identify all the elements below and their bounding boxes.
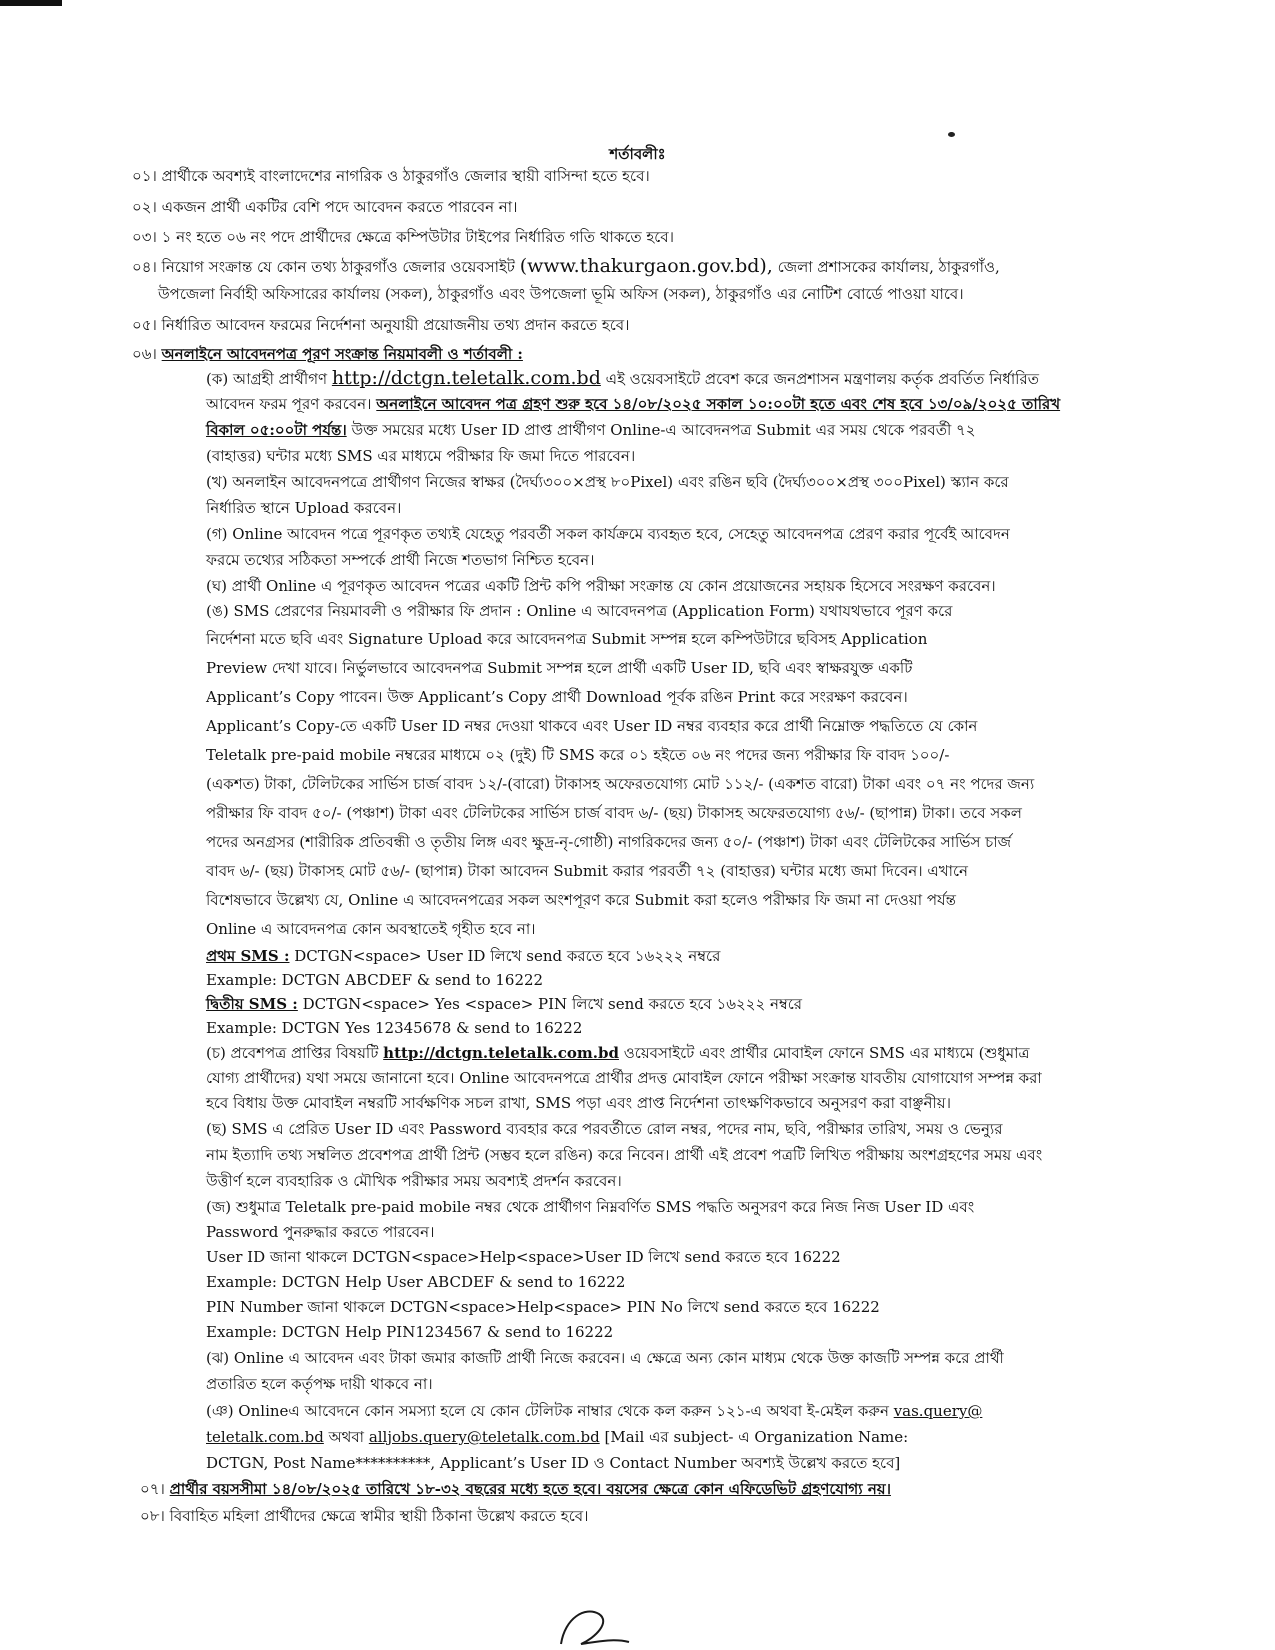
application-period: অনলাইনে আবেদন পত্র গ্রহণ শুরু হবে ১৪/০৮/২০২৫ সকাল ১০:০০টা হতে এবং শেষ হবে ১৩/০৯/২০২৫ তারিখ [376,395,1061,413]
support-email-link-2[interactable]: alljobs.query@teletalk.com.bd [368,1428,600,1446]
rule-nya-line1: (ঞ) Onlineএ আবেদনে কোন সমস্যা হলে যে কোন টেলিটক নাম্বার থেকে কল করুন ১২১-এ অথবা ই-মেইল করুন vas.query@ [206,1402,983,1420]
condition-04-line2: উপজেলা নির্বাহী অফিসারের কার্যালয় (সকল), ঠাকুরগাঁও এবং উপজেলা ভূমি অফিস (সকল), ঠাকুরগাঁও এর নোটিশ বোর্ডে পাওয়া যাবে। [158,285,964,303]
sms-first-instruction: প্রথম SMS : DCTGN<space> User ID লিখে send করতে হবে ১৬২২২ নম্বরে [206,947,721,965]
rule-ja-help-userid: User ID জানা থাকলে DCTGN<space>Help<space>User ID লিখে send করতে হবে 16222 [206,1248,841,1266]
rule-chha-line2: নাম ইত্যাদি তথ্য সম্বলিত প্রবেশপত্র প্রার্থী প্রিন্ট (সম্ভব হলে রঙিন) করে নিবেন। প্রার্থী এই প্রবেশ পত্রটি লিখিত পরীক্ষায় অংশগ্রহণের সময় এবং [206,1146,1043,1164]
rule-cha-line1: (চ) প্রবেশপত্র প্রাপ্তির বিষয়টি http://dctgn.teletalk.com.bd ওয়েবসাইটে এবং প্রার্থীর মোবাইল ফোনে SMS এর মাধ্যমে (শুধুমাত্র [206,1044,1030,1062]
rule-ka-line4: (বাহাত্তর) ঘন্টার মধ্যে SMS এর মাধ্যমে পরীক্ষার ফি জমা দিতে পারবেন। [206,447,636,465]
rule-ga-line2: ফরমে তথ্যের সঠিকতা সম্পর্কে প্রার্থী নিজে শতভাগ নিশ্চিত হবেন। [206,551,595,569]
rule-kha-line2: নির্ধারিত স্থানে Upload করবেন। [206,499,402,517]
rule-umo-line8: পরীক্ষার ফি বাবদ ৫০/- (পঞ্চাশ) টাকা এবং টেলিটকের সার্ভিস চার্জ বাবদ ৬/- (ছয়) টাকাসহ অফেরতযোগ্য ৫৬/- (ছাপান্ন) টাকা। তবে সকল [206,804,1022,822]
rule-cha-line3: হবে বিধায় উক্ত মোবাইল নম্বরটি সার্বক্ষণিক সচল রাখা, SMS পড়া এবং প্রাপ্ত নির্দেশনা তাৎক্ষণিকভাবে অনুসরণ করা বাঞ্ছনীয়। [206,1094,951,1112]
sms-second-instruction: দ্বিতীয় SMS : DCTGN<space> Yes <space> PIN লিখে send করতে হবে ১৬২২২ নম্বরে [206,995,803,1013]
rule-ja-line2: Password পুনরুদ্ধার করতে পারবেন। [206,1223,435,1241]
rule-ka-line2: আবেদন ফরম পূরণ করবেন। অনলাইনে আবেদন পত্র গ্রহণ শুরু হবে ১৪/০৮/২০২৫ সকাল ১০:০০টা হতে এবং শেষ হবে ১৩/০৯/২০২৫ তারিখ [206,395,1061,413]
rule-ka-line3: বিকাল ০৫:০০টা পর্যন্ত। উক্ত সময়ের মধ্যে User ID প্রাপ্ত প্রার্থীগণ Online-এ আবেদনপত্র Submit এর সময় থেকে পরবর্তী ৭২ [206,421,976,439]
rule-chha-line1: (ছ) SMS এ প্রেরিত User ID এবং Password ব্যবহার করে পরবর্তীতে রোল নম্বর, পদের নাম, ছবি, পরীক্ষার তারিখ, সময় ও ভেন্যুর [206,1120,1003,1138]
condition-04: ০৪। নিয়োগ সংক্রান্ত যে কোন তথ্য ঠাকুরগাঁও জেলার ওয়েবসাইট (www.thakurgaon.gov.bd), জেলা প্রশাসকের কার্যালয়, ঠাকুরগাঁও, [132,255,1000,277]
page-title: শর্তাবলীঃ [609,145,666,163]
condition-01: ০১। প্রার্থীকে অবশ্যই বাংলাদেশের নাগরিক ও ঠাকুরগাঁও জেলার স্থায়ী বাসিন্দা হতে হবে। [132,167,650,185]
online-rules-heading: অনলাইনে আবেদনপত্র পূরণ সংক্রান্ত নিয়মাবলী ও শর্তাবলী : [161,345,523,363]
rule-umo-line6: Teletalk pre-paid mobile নম্বরের মাধ্যমে ০২ (দুই) টি SMS করে ০১ হইতে ০৬ নং পদের জন্য পরীক্ষার ফি বাবদ ১০০/- [206,746,950,764]
rule-ja-help-pin-example: Example: DCTGN Help PIN1234567 & send to 16222 [206,1323,614,1341]
rule-ja-help-pin: PIN Number জানা থাকলে DCTGN<space>Help<space> PIN No লিখে send করতে হবে 16222 [206,1298,880,1316]
condition-03: ০৩। ১ নং হতে ০৬ নং পদে প্রার্থীদের ক্ষেত্রে কম্পিউটার টাইপের নির্ধারিত গতি থাকতে হবে। [132,228,674,246]
rule-ka-line1: (ক) আগ্রহী প্রার্থীগণ http://dctgn.teletalk.com.bd এই ওয়েবসাইটে প্রবেশ করে জনপ্রশাসন মন্ত্রণালয় কর্তৃক প্রবর্তিত নির্ধারিত [206,367,1039,389]
rule-umo-line3: Preview দেখা যাবে। নির্ভুলভাবে আবেদনপত্র Submit সম্পন্ন হলে প্রার্থী একটি User ID, ছবি এবং স্বাক্ষরযুক্ত একটি [206,659,913,677]
condition-05: ০৫। নির্ধারিত আবেদন ফরমের নির্দেশনা অনুযায়ী প্রয়োজনীয় তথ্য প্রদান করতে হবে। [132,316,630,334]
rule-umo-line7: (একশত) টাকা, টেলিটকের সার্ভিস চার্জ বাবদ ১২/-(বারো) টাকাসহ অফেরতযোগ্য মোট ১১২/- (একশত বারো) টাকা এবং ০৭ নং পদের জন্য [206,775,1035,793]
rule-umo-line11: বিশেষভাবে উল্লেখ্য যে, Online এ আবেদনপত্রের সকল অংশপূরণ করে Submit করা হলেও পরীক্ষার ফি জমা না দেওয়া পর্যন্ত [206,891,957,909]
rule-umo-line9: পদের অনগ্রসর (শারীরিক প্রতিবন্ধী ও তৃতীয় লিঙ্গ এবং ক্ষুদ্র-নৃ-গোষ্ঠী) নাগরিকদের জন্য ৫০/- (পঞ্চাশ) টাকা এবং টেলিটকের সার্ভিস চার্জ [206,833,1011,851]
rule-umo-line2: নির্দেশনা মতে ছবি এবং Signature Upload করে আবেদনপত্র Submit সম্পন্ন হলে কম্পিউটারে ছবিসহ Application [206,630,928,648]
sms-second-example: Example: DCTGN Yes 12345678 & send to 16222 [206,1019,583,1037]
condition-07: ০৭। প্রার্থীর বয়সসীমা ১৪/০৮/২০২৫ তারিখে ১৮-৩২ বছরের মধ্যে হতে হবে। বয়সের ক্ষেত্রে কোন এফিডেভিট গ্রহণযোগ্য নয়। [140,1480,891,1498]
rule-umo-line1: (ঙ) SMS প্রেরণের নিয়মাবলী ও পরীক্ষার ফি প্রদান : Online এ আবেদনপত্র (Application Form) যথাযথভাবে পূরণ করে [206,602,953,620]
scan-edge-mark [0,0,62,6]
handwritten-signature [555,1598,635,1650]
sms-first-example: Example: DCTGN ABCDEF & send to 16222 [206,971,544,989]
rule-gha: (ঘ) প্রার্থী Online এ পূরণকৃত আবেদন পত্রের একটি প্রিন্ট কপি পরীক্ষা সংক্রান্ত যে কোন প্রয়োজনের সহায়ক হিসেবে সংরক্ষণ করবেন। [206,577,996,595]
rule-cha-line2: যোগ্য প্রার্থীদের) যথা সময়ে জানানো হবে। Online আবেদনপত্রে প্রার্থীর প্রদত্ত মোবাইল ফোনে পরীক্ষা সংক্রান্ত যাবতীয় যোগাযোগ সম্পন্ন করা [206,1069,1042,1087]
teletalk-url-link[interactable]: http://dctgn.teletalk.com.bd [331,367,601,389]
rule-umo-line10: বাবদ ৬/- (ছয়) টাকাসহ মোট ৫৬/- (ছাপান্ন) টাকা আবেদন Submit করার পরবর্তী ৭২ (বাহাত্তর) ঘন্টার মধ্যে জমা দিবেন। এখানে [206,862,968,880]
rule-umo-line5: Applicant’s Copy-তে একটি User ID নম্বর দেওয়া থাকবে এবং User ID নম্বর ব্যবহার করে প্রার্থী নিম্নোক্ত পদ্ধতিতে যে কোন [206,717,978,735]
condition-06: ০৬। অনলাইনে আবেদনপত্র পূরণ সংক্রান্ত নিয়মাবলী ও শর্তাবলী : [132,345,523,363]
rule-kha-line1: (খ) অনলাইন আবেদনপত্রে প্রার্থীগণ নিজের স্বাক্ষর (দৈর্ঘ্য৩০০×প্রস্থ ৮০Pixel) এবং রঙিন ছবি (দৈর্ঘ্য৩০০×প্রস্থ ৩০০Pixel) স্ক্যান করে [206,473,1009,491]
condition-02: ০২। একজন প্রার্থী একটির বেশি পদে আবেদন করতে পারবেন না। [132,198,518,216]
condition-08: ০৮। বিবাহিত মহিলা প্রার্থীদের ক্ষেত্রে স্বামীর স্থায়ী ঠিকানা উল্লেখ করতে হবে। [140,1507,589,1525]
rule-nya-line2: teletalk.com.bd অথবা alljobs.query@teletalk.com.bd [Mail এর subject- এ Organization Name: [206,1428,909,1446]
teletalk-url-link-2[interactable]: http://dctgn.teletalk.com.bd [383,1044,619,1062]
rule-jha-line2: প্রতারিত হলে কর্তৃপক্ষ দায়ী থাকবে না। [206,1375,433,1393]
rule-umo-line4: Applicant’s Copy পাবেন। উক্ত Applicant’s Copy প্রার্থী Download পূর্বক রঙিন Print করে সংরক্ষণ করবেন। [206,688,908,706]
support-email-link-1b[interactable]: teletalk.com.bd [206,1428,324,1446]
rule-ga-line1: (গ) Online আবেদন পত্রে পূরণকৃত তথ্যই যেহেতু পরবর্তী সকল কার্যক্রমে ব্যবহৃত হবে, সেহেতু আবেদনপত্র প্রেরণ করার পূর্বেই আবেদন [206,525,1010,543]
scan-speck [948,132,955,137]
rule-nya-line3: DCTGN, Post Name**********, Applicant’s User ID ও Contact Number অবশ্যই উল্লেখ করতে হবে] [206,1454,901,1472]
rule-ja-help-userid-example: Example: DCTGN Help User ABCDEF & send to 16222 [206,1273,626,1291]
rule-ja-line1: (জ) শুধুমাত্র Teletalk pre-paid mobile নম্বর থেকে প্রার্থীগণ নিম্নবর্ণিত SMS পদ্ধতি অনুসরণ করে নিজ নিজ User ID এবং [206,1198,975,1216]
rule-chha-line3: উত্তীর্ণ হলে ব্যবহারিক ও মৌখিক পরীক্ষার সময় অবশ্যই প্রদর্শন করবেন। [206,1172,622,1190]
rule-umo-line12: Online এ আবেদনপত্র কোন অবস্থাতেই গৃহীত হবে না। [206,920,536,938]
district-website: (www.thakurgaon.gov.bd), [519,255,773,277]
support-email-link-1a[interactable]: vas.query@ [893,1402,983,1420]
rule-jha-line1: (ঝ) Online এ আবেদন এবং টাকা জমার কাজটি প্রার্থী নিজে করবেন। এ ক্ষেত্রে অন্য কোন মাধ্যম থেকে উক্ত কাজটি সম্পন্ন করে প্রার্থী [206,1349,1004,1367]
